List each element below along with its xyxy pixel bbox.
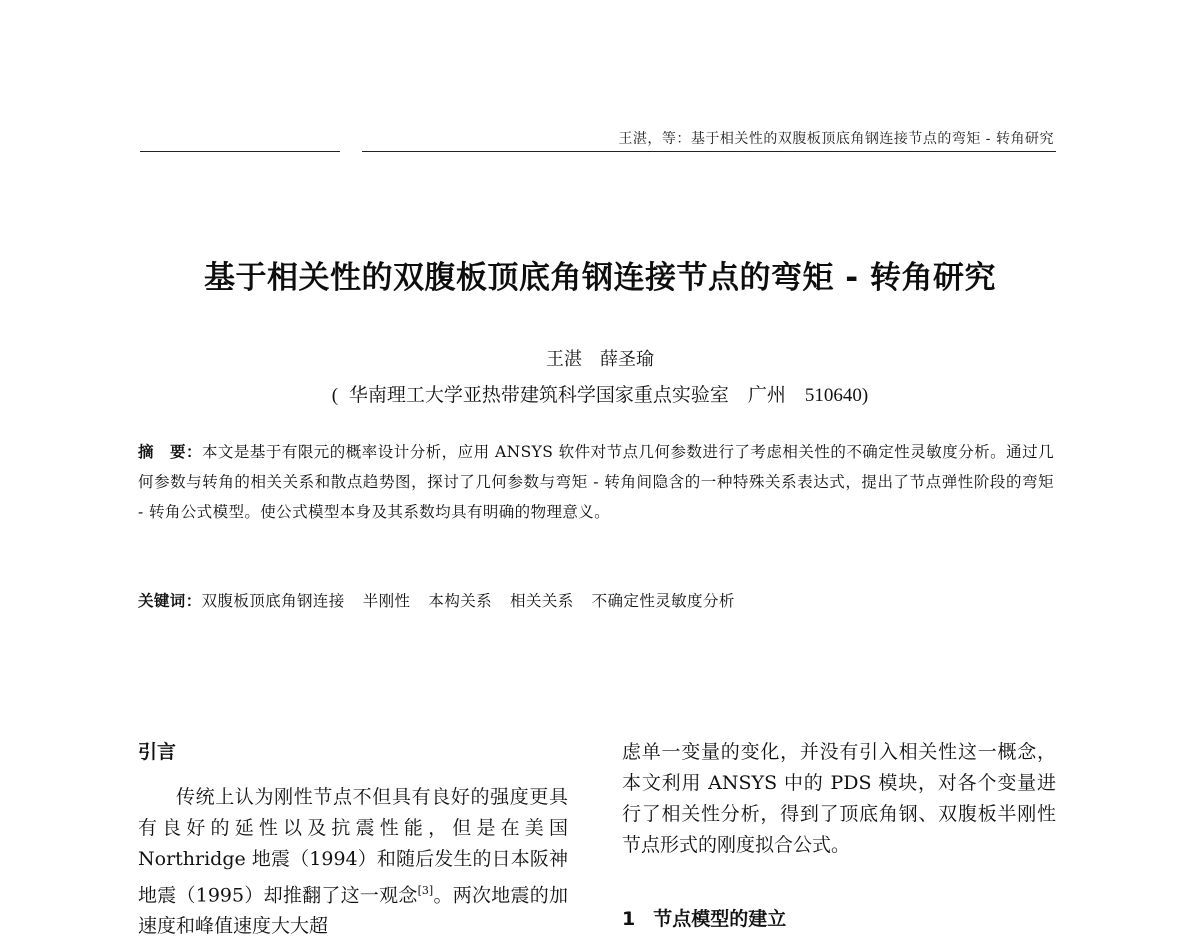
right-paragraph: 虑单一变量的变化，并没有引入相关性这一概念，本文利用 ANSYS 中的 PDS 模块，对各个变量进行了相关性分析，得到了顶底角钢、双腹板半刚性节点形式的刚度拟合公式。 — [622, 741, 1056, 856]
section-number: 1 — [622, 908, 636, 930]
keyword-item: 本构关系 — [428, 592, 493, 610]
keywords — [138, 589, 1054, 611]
abstract-text: 本文是基于有限元的概率设计分析，应用 ANSYS 软件对节点几何参数进行了考虑相关性的不确定性灵敏度分析。通过几何参数与转角的相关关系和散点趋势图，探讨了几何参数与弯矩 - 转角间隐含的一种特殊关系表达式，提出了节点弹性阶段的弯矩 - 转角公式模型。使公式模型本身及其系数均具有明确的物理意义。 — [138, 443, 1055, 521]
abstract — [138, 437, 1054, 527]
header-rule — [140, 151, 1056, 152]
keyword-item: 半刚性 — [362, 592, 411, 610]
intro-text: 传统上认为刚性节点不但具有良好的强度更具有良好的延性以及抗震性能，但是在美国 Northridge 地震（1994）和随后发生的日本阪神地震（1995）却推翻了这一观念 — [138, 786, 568, 907]
affiliation: ( 华南理工大学亚热带建筑科学国家重点实验室 广州 510640) — [331, 385, 869, 406]
keyword-item: 相关关系 — [510, 592, 574, 610]
left-column — [138, 737, 568, 942]
header-rule-gap — [340, 149, 362, 154]
keyword-item: 不确定性灵敏度分析 — [591, 592, 735, 610]
paper-title: 基于相关性的双腹板顶底角钢连接节点的弯矩 - 转角研究 — [204, 260, 996, 296]
intro-heading: 引言 — [138, 741, 177, 763]
citation-ref: [3] — [417, 884, 434, 897]
running-header: 王湛，等：基于相关性的双腹板顶底角钢连接节点的弯矩 - 转角研究 — [618, 131, 1054, 147]
intro-paragraph — [138, 782, 568, 942]
section-title: 节点模型的建立 — [653, 908, 787, 930]
authors: 王湛 薛圣瑜 — [546, 349, 654, 370]
right-column — [622, 737, 1056, 861]
abstract-label: 摘 要： — [138, 443, 202, 461]
keywords-label: 关键词： — [138, 592, 202, 610]
intro-text-cont: 。两次地震的加速度和峰值速度大大超 — [138, 884, 568, 938]
section-1-heading — [622, 904, 786, 931]
keyword-item: 双腹板顶底角钢连接 — [201, 592, 345, 610]
